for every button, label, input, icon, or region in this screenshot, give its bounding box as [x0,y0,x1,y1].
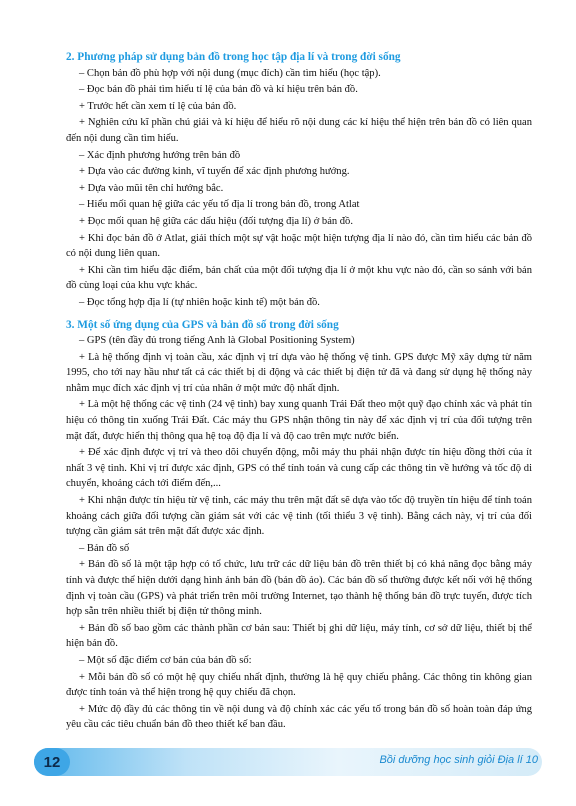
paragraph: + Đọc mối quan hệ giữa các dấu hiệu (đối tượng địa lí) ở bản đồ. [79,215,353,227]
paragraph: + Dựa vào mũi tên chỉ hướng bắc. [79,182,224,194]
page-content [66,50,532,733]
paragraph: – Một số đặc điểm cơ bản của bản đồ số: [79,654,252,666]
paragraph: + Bản đồ số bao gồm các thành phần cơ bản sau: Thiết bị ghi dữ liệu, máy tính, cơ sở dữ liệu, thiết bị thể hiện bản đồ. [66,622,532,650]
paragraph: – Đọc tổng hợp địa lí (tự nhiên hoặc kinh tế) một bản đồ. [79,296,320,308]
paragraph: + Dựa vào các đường kinh, vĩ tuyến để xác định phương hướng. [79,166,350,178]
paragraph: – Hiểu mối quan hệ giữa các yếu tố địa lí trong bản đồ, trong Atlat [79,199,360,211]
page-number: 12 [34,748,70,776]
paragraph: + Là một hệ thống các vệ tinh (24 vệ tinh) bay xung quanh Trái Đất theo một quỹ đạo chính xác và phát tín hiệu có thông tin xuống Trái Đất. Các máy thu GPS nhận thông tin này để xác định vị trí của đối tượng trên mặt đất, được hiển thị thông qua hệ toạ độ địa lí và độ cao trên mực nước biển. [66,399,532,442]
section-2-heading: 2. Phương pháp sử dụng bản đồ trong học tập địa lí và trong đời sống [66,51,401,63]
paragraph: + Là hệ thống định vị toàn cầu, xác định vị trí dựa vào hệ thống vệ tinh. GPS được Mỹ xây dựng từ năm 1995, cho tới nay hầu như tất cả các thiết bị di động và các thiết bị điện tử đã và đang sử dụng hệ thống này nhằm mục đích xác định vị trí của nhân ở một mức độ nhất định. [66,351,532,394]
section-3-body [66,333,532,733]
book-title: Bồi dưỡng học sinh giỏi Địa lí 10 [379,754,538,766]
paragraph: – Chọn bản đồ phù hợp với nội dung (mục đích) cần tìm hiểu (học tập). [79,67,381,79]
paragraph: + Trước hết cần xem tỉ lệ của bản đồ. [79,100,237,112]
paragraph: + Khi nhận được tín hiệu từ vệ tinh, các máy thu trên mặt đất sẽ dựa vào tốc độ truyền tín hiệu để tính toán khoảng cách giữa đối tượng cần giám sát với các vệ tinh (tối thiểu 3 vệ tinh). Bằng cách này, vị trí của đối tượng cần giám sát trên mặt đất được xác định. [66,495,532,538]
paragraph: + Khi đọc bản đồ ở Atlat, giải thích một sự vật hoặc một hiện tượng địa lí nào đó, cần tìm hiểu các bản đồ có nội dung liên quan. [66,232,532,260]
paragraph: + Để xác định được vị trí và theo dõi chuyển động, mỗi máy thu phải nhận được tín hiệu đồng thời của ít nhất 3 vệ tinh. Khi vị trí được xác định, GPS có thể tính toán và cung cấp các thông tin về hướng và tốc độ di chuyển, khoảng cách tới điểm đến,... [66,447,532,490]
paragraph: + Nghiên cứu kĩ phần chú giải và kí hiệu để hiểu rõ nội dung các kí hiệu thể hiện trên bản đồ có liên quan đến nội dung cần tìm hiểu. [66,117,532,144]
paragraph: – Bản đồ số [79,542,130,554]
paragraph: + Mức độ đầy đủ các thông tin về nội dung và độ chính xác các yếu tố trong bản đồ số hoàn toàn đáp ứng yêu cầu các tiêu chuẩn bản đồ theo thiết kế ban đầu. [66,703,532,731]
paragraph: + Mỗi bản đồ số có một hệ quy chiếu nhất định, thường là hệ quy chiếu phẳng. Các thông tin không gian được tính toán và thể hiện trong hệ quy chiếu đã chọn. [66,671,532,699]
paragraph: + Bản đồ số là một tập hợp có tổ chức, lưu trữ các dữ liệu bản đồ trên thiết bị có khả năng đọc bằng máy tính và được thể hiện dưới dạng hình ảnh bản đồ (bản đồ ảo). Các bản đồ số thường được kết nối với hệ thống định vị toàn cầu (GPS) và phát triển trên môi trường Internet, tạo thành hệ thống bản đồ trực tuyến, được tích hợp sẵn trên nhiều thiết bị điện tử thông minh. [66,559,532,618]
paragraph: – GPS (tên đầy đủ trong tiếng Anh là Global Positioning System) [79,335,355,347]
paragraph: – Đọc bản đồ phải tìm hiểu tỉ lệ của bản đồ và kí hiệu trên bản đồ. [79,84,358,96]
paragraph: – Xác định phương hướng trên bản đồ [79,149,241,161]
paragraph: + Khi cần tìm hiểu đặc điểm, bản chất của một đối tượng địa lí ở một khu vực nào đó, cần so sánh với bản đồ cùng loại của khu vực khác. [66,264,532,292]
section-3-heading: 3. Một số ứng dụng của GPS và bản đồ số trong đời sống [66,318,339,331]
section-2-body [66,66,532,311]
